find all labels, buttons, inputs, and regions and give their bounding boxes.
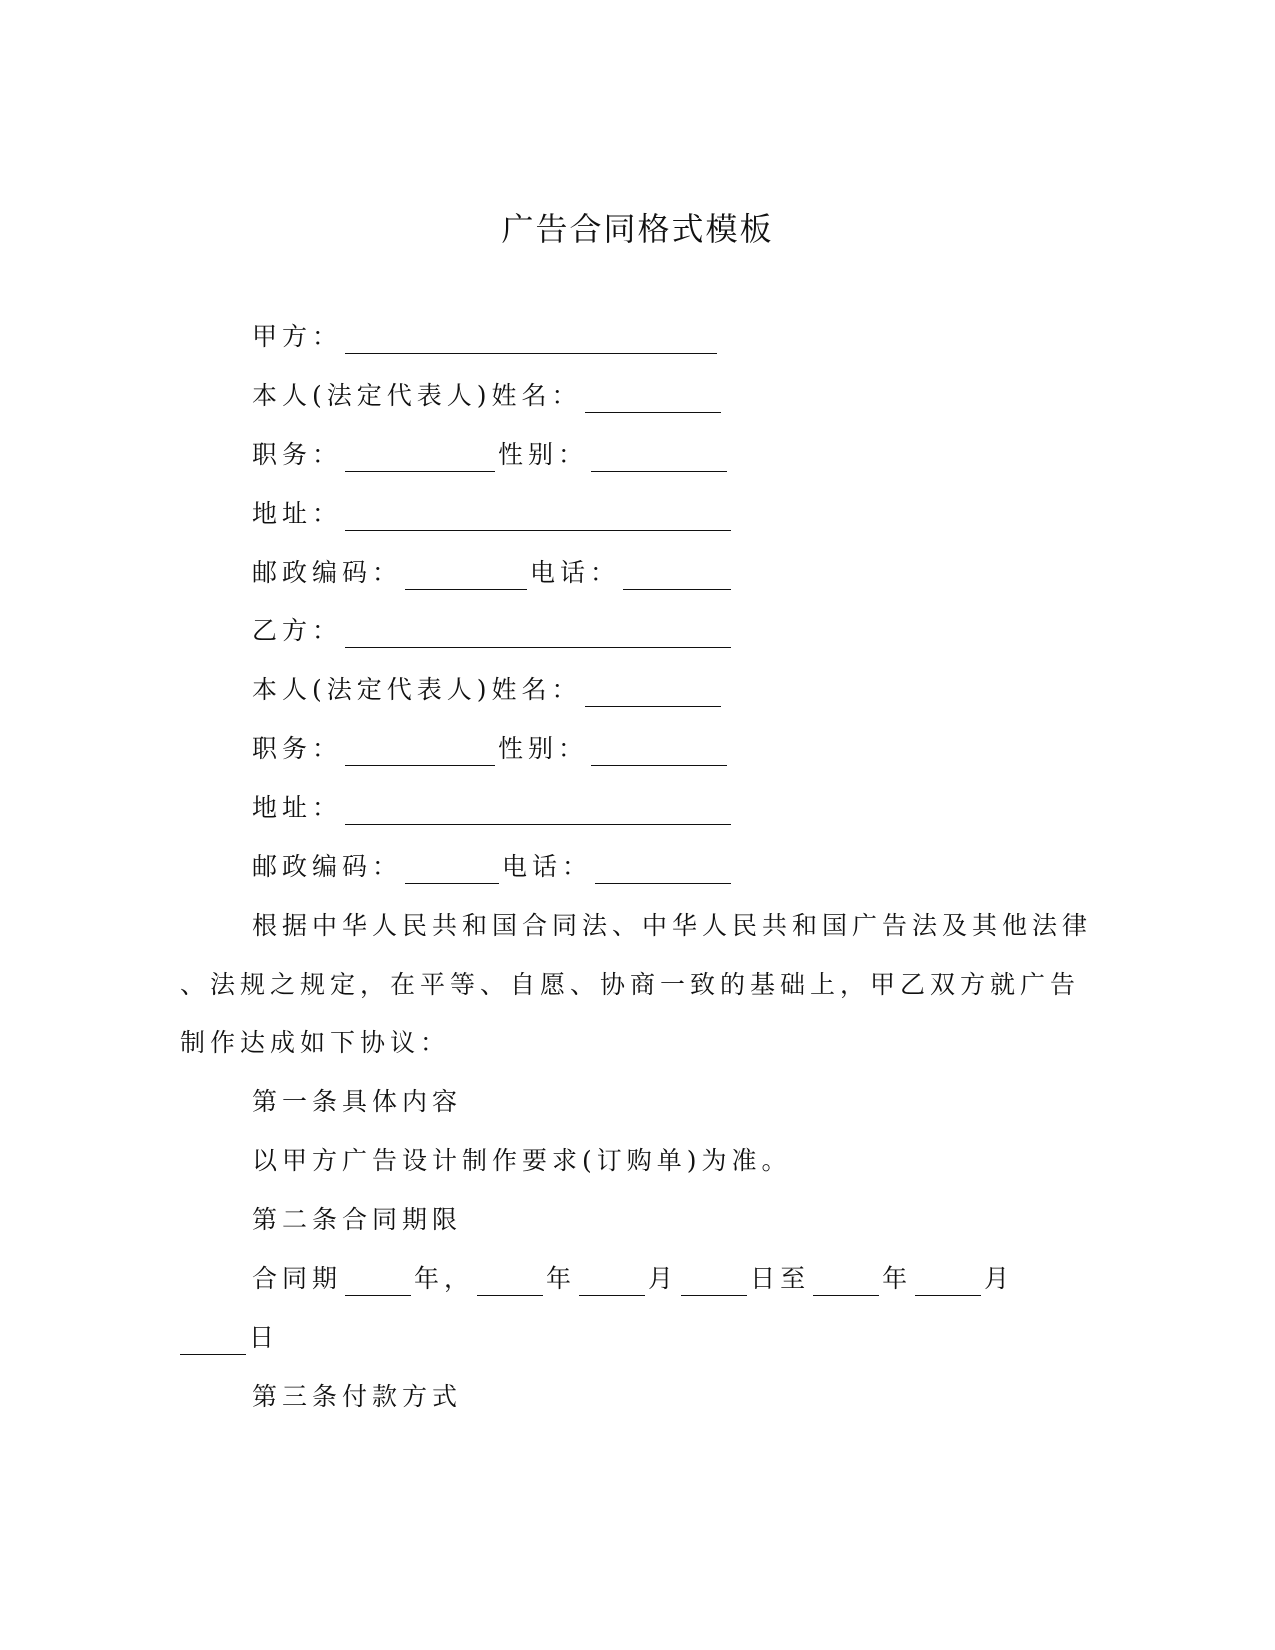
party-a-postcode-label: 邮政编码： (252, 558, 403, 587)
term-day-to: 日至 (750, 1264, 811, 1293)
article-1-heading: 第一条具体内容 (252, 1087, 463, 1116)
party-a-position-line (252, 438, 730, 472)
term-prefix: 合同期 (252, 1264, 343, 1293)
party-b-gender-label: 性别： (498, 734, 589, 763)
party-a-position-blank[interactable] (345, 445, 495, 472)
party-b-label: 乙方： (252, 616, 343, 645)
party-a-address-label: 地址： (252, 499, 343, 528)
term-blank-4[interactable] (681, 1269, 747, 1296)
party-a-position-label: 职务： (252, 440, 343, 469)
party-b-phone-label: 电话： (502, 852, 593, 881)
party-a-rep-label: 本人(法定代表人)姓名： (252, 381, 582, 410)
party-a-postcode-blank[interactable] (405, 563, 527, 590)
party-b-address-blank[interactable] (345, 798, 731, 825)
contract-term-line (252, 1262, 1014, 1296)
party-a-gender-blank[interactable] (591, 445, 727, 472)
party-b-phone-blank[interactable] (595, 857, 731, 884)
term-year-1: 年， (414, 1264, 475, 1293)
intro-line-3: 制作达成如下协议： (180, 1028, 451, 1057)
party-a-blank[interactable] (345, 327, 717, 354)
term-year-2: 年 (546, 1264, 577, 1293)
party-b-position-label: 职务： (252, 734, 343, 763)
party-b-position-line (252, 732, 730, 766)
term-year-3: 年 (882, 1264, 913, 1293)
party-b-postcode-label: 邮政编码： (252, 852, 403, 881)
party-a-postcode-line (252, 556, 734, 590)
term-day-end: 日 (249, 1323, 280, 1352)
party-b-line (252, 614, 734, 648)
party-b-rep-blank[interactable] (585, 680, 721, 707)
party-a-label: 甲方： (252, 322, 343, 351)
term-blank-1[interactable] (345, 1269, 411, 1296)
party-b-address-label: 地址： (252, 793, 343, 822)
party-b-postcode-line (252, 850, 734, 884)
party-b-blank[interactable] (345, 621, 731, 648)
party-a-phone-blank[interactable] (623, 563, 731, 590)
party-a-rep-line (252, 379, 724, 413)
party-a-gender-label: 性别： (498, 440, 589, 469)
party-a-address-blank[interactable] (345, 504, 731, 531)
party-a-phone-label: 电话： (530, 558, 621, 587)
contract-term-line-2 (180, 1321, 279, 1355)
term-blank-2[interactable] (477, 1269, 543, 1296)
term-blank-6[interactable] (915, 1269, 981, 1296)
party-b-rep-line (252, 673, 724, 707)
document-title: 广告合同格式模板 (501, 210, 774, 248)
party-b-postcode-blank[interactable] (405, 857, 499, 884)
party-b-address-line (252, 791, 734, 825)
intro-line-1: 根据中华人民共和国合同法、中华人民共和国广告法及其他法律 (252, 911, 1093, 940)
article-2-heading: 第二条合同期限 (252, 1205, 463, 1234)
party-b-position-blank[interactable] (345, 739, 495, 766)
party-b-rep-label: 本人(法定代表人)姓名： (252, 675, 582, 704)
term-month-2: 月 (984, 1264, 1015, 1293)
party-a-rep-blank[interactable] (585, 386, 721, 413)
party-a-address-line (252, 497, 734, 531)
article-3-heading: 第三条付款方式 (252, 1382, 463, 1411)
term-blank-3[interactable] (579, 1269, 645, 1296)
intro-line-2: 、法规之规定，在平等、自愿、协商一致的基础上，甲乙双方就广告 (180, 970, 1081, 999)
term-month-1: 月 (648, 1264, 679, 1293)
term-blank-7[interactable] (180, 1328, 246, 1355)
party-b-gender-blank[interactable] (591, 739, 727, 766)
party-a-line (252, 320, 720, 354)
article-1-body: 以甲方广告设计制作要求(订购单)为准。 (252, 1146, 792, 1175)
term-blank-5[interactable] (813, 1269, 879, 1296)
